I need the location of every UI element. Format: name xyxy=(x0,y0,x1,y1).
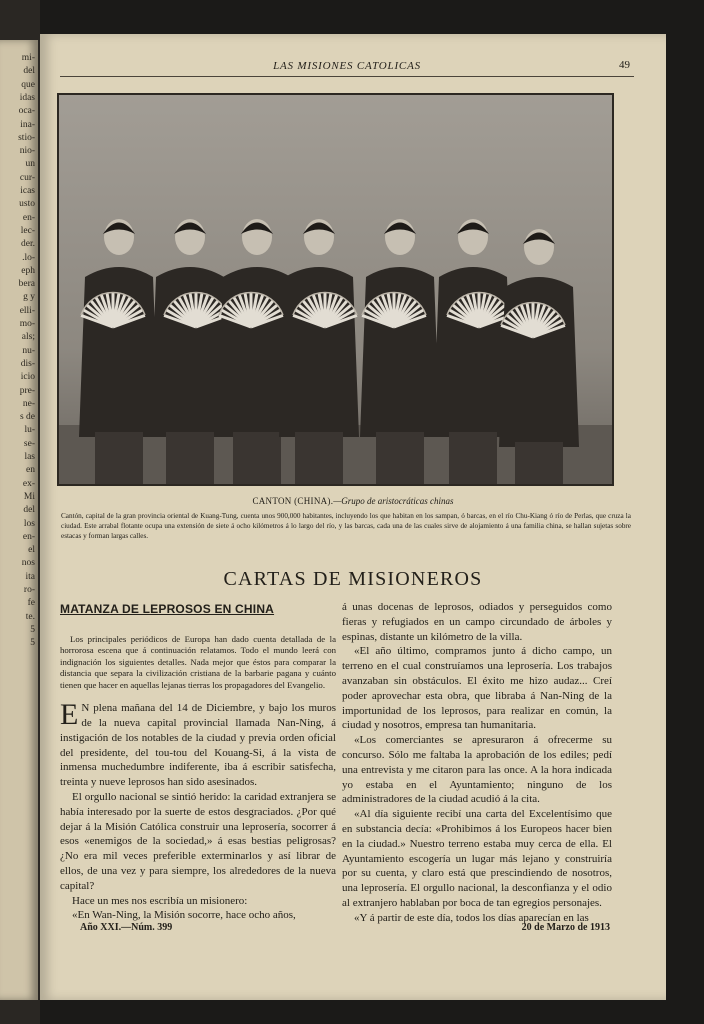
left-page-fragment: 5 xyxy=(30,624,35,635)
left-page-fragment: mi- xyxy=(21,53,35,63)
left-page-fragment: nu- xyxy=(22,345,35,356)
footer-issue: Año XXI.—Núm. 399 xyxy=(80,922,173,933)
right-column xyxy=(342,600,612,926)
left-page-fragment: icio xyxy=(20,372,35,383)
left-page-fragment: icas xyxy=(20,186,35,196)
left-page-fragment: g y xyxy=(23,292,35,303)
left-page-fragment: elli- xyxy=(19,305,35,316)
caption-place: CANTON (CHINA). xyxy=(252,496,334,506)
left-page-fragment: ita xyxy=(25,571,35,582)
section-title: CARTAS DE MISIONEROS xyxy=(223,568,483,590)
left-page-fragment: del xyxy=(23,505,35,516)
adjacent-page-edge xyxy=(0,40,38,1000)
left-page-fragment: se- xyxy=(23,438,35,449)
running-header xyxy=(60,60,634,77)
left-page-fragment: ina- xyxy=(20,119,35,130)
article-intro: Los principales periódicos de Europa han dado cuenta detallada de la horrorosa escena que á continuación relatamos. Todo el mundo leerá con indignación los siguientes detalles. Nada mejor que éstos para comparar la distancia que separa la civilización cristiana de la barbarie pagana y cuánto tienen que hacer en aquellas lejanas tierras los propagadores del Evangelio. xyxy=(60,633,336,690)
paragraph-1 xyxy=(60,698,336,790)
paragraph-9: «Y á partir de este día, todos los días aparecían en las xyxy=(354,911,589,924)
figure-legs xyxy=(233,432,281,484)
paragraph-7: «Los comerciantes se apresuraron á ofrecerme su concurso. Sólo me faltaba la aprobación de los ediles; pedí una entrevista y me citaron para las once. A la hora indicada yo estaba en el Ayuntamiento; ninguno de los administradores de la ciudad acudió á la cita. xyxy=(342,734,612,806)
group-portrait-image xyxy=(59,95,612,484)
left-page-fragment: stio- xyxy=(18,132,35,143)
left-page-fragment: del xyxy=(23,66,35,77)
left-page-fragment: 5 xyxy=(30,638,35,649)
left-page-fragment: dis- xyxy=(20,358,35,369)
figure-legs xyxy=(449,432,497,484)
left-page-fragment: lec- xyxy=(20,225,35,236)
left-page-fragment: als; xyxy=(21,332,35,343)
left-page-fragment: eph xyxy=(21,265,35,276)
figure-caption-title xyxy=(40,496,666,506)
figure-caption-body: Cantón, capital de la gran provincia oriental de Kuang-Tung, cuenta unos 900,000 habitantes, incluyendo los que habitan en los sampan, ó barcas, en el río Chu-Kiang ó río de Perlas, que cruza la ciudad. Este arrabal flotante ocupa una extensión de siete á ocho kilómetros á lo largo del río, y las barcas, cada una de las cuales sirve de alojamiento á una familia china, se hallan sujetas sobre estacas y forman largas calles. xyxy=(61,512,631,540)
figure-legs xyxy=(295,432,343,484)
left-page-fragment: usto xyxy=(19,199,35,210)
left-page-fragment: ro- xyxy=(23,585,35,595)
left-page-fragment: ne- xyxy=(22,398,35,409)
paragraph-6: «El año último, compramos junto á dicho campo, un terreno en el cual construíamos una leprosería. Los trabajos avanzaban sin obstáculos. El éxito me hizo audaz... Creí poder aprovechar esta obra, que libraba á Nan-Ning de la importunidad de los leprosos, para realizar en común, la ciudad y nosotros, empresa tan humanitaria. xyxy=(342,645,612,732)
left-page-fragment: pre- xyxy=(19,385,35,396)
page xyxy=(40,34,666,1000)
left-page-fragment: ex- xyxy=(22,478,35,489)
photograph xyxy=(57,93,614,486)
paragraph-5: á unas docenas de leprosos, odiados y perseguidos como fieras y refugiados en un campo circundado de árboles y espinas, distante un kilómetro de la villa. xyxy=(342,601,612,643)
figure-legs xyxy=(95,432,143,484)
left-page-fragment: idas xyxy=(19,92,35,103)
left-page-fragment: mo- xyxy=(19,319,35,329)
left-column xyxy=(60,600,336,923)
left-page-fragment: fe xyxy=(27,598,35,609)
paragraph-2: El orgullo nacional se sintió herido: la caridad extranjera se había interesado por la suerte de estos desgraciados. ¿Por qué dejar á la Misión Católica construir una leprosería, socorrer á esos «enemigos de la sociedad,» á esas bestias peligrosas? ¿No era mil veces preferible exterminarlos y así librar de ellos, de una vez y para siempre, los alrededores de la nueva capital? xyxy=(60,791,336,892)
caption-description: —Grupo de aristocráticas chinas xyxy=(333,496,454,506)
running-title: LAS MISIONES CATOLICAS xyxy=(273,60,421,72)
left-page-fragment: oca- xyxy=(18,106,35,117)
figure-legs xyxy=(376,432,424,484)
footer-date: 20 de Marzo de 1913 xyxy=(521,922,610,933)
left-page-fragment: .lo- xyxy=(22,252,35,263)
left-page-fragment: en xyxy=(26,465,35,476)
left-page-fragment: en- xyxy=(22,531,35,542)
left-page-fragment: en- xyxy=(22,212,35,223)
left-page-fragment: un xyxy=(25,159,35,170)
article-title: MATANZA DE LEPROSOS EN CHINA xyxy=(60,602,275,616)
left-page-fragment: Mi xyxy=(23,491,35,502)
figure-legs xyxy=(515,442,563,484)
left-page-fragment: que xyxy=(21,79,35,90)
left-page-fragment: lu- xyxy=(24,425,35,436)
left-page-fragment: te. xyxy=(25,611,35,622)
paragraph-8: «Al día siguiente recibí una carta del Excelentísimo que en substancia decía: «Prohibimos á los Europeos hacer bien en la ciudad.» Nuestro terreno estaba muy cerca de ella. El Ayuntamiento escogería un lugar más lejano y construiría por su cuenta, y claro está que prescindiendo de nosotros, una leprosería. El orgullo nacional, la desconfianza y el odio al extranjero hablaban por boca de tan egregios personajes. xyxy=(342,808,612,909)
left-page-fragment: nio- xyxy=(19,146,35,157)
left-page-fragment: las xyxy=(24,452,35,462)
paragraph-3: Hace un mes nos escribía un misionero: xyxy=(72,894,248,907)
left-page-fragment: bera xyxy=(18,279,35,290)
drop-cap: E xyxy=(60,698,79,732)
left-page-fragment: s de xyxy=(19,412,35,423)
paragraph-4: «En Wan-Ning, la Misión socorre, hace ocho años, xyxy=(72,909,296,922)
left-page-fragment: der. xyxy=(21,239,35,250)
left-page-fragment: los xyxy=(23,518,35,529)
figure-legs xyxy=(166,432,214,484)
left-page-fragment: nos xyxy=(21,558,35,569)
page-number: 49 xyxy=(619,59,630,71)
left-page-fragment: cur- xyxy=(19,172,35,183)
left-page-fragment: el xyxy=(28,545,35,556)
paragraph-1-text: N plena mañana del 14 de Diciembre, y bajo los muros de la nueva capital provincial llamada Nan-Ning, á instigación de los notables de la ciudad y previa orden oficial del presidente, del tou-tou del Kouang-Si, á la vista de inmensa muchedumbre indiferente, iba á escribir satisfecha, treinta y nueve leprosos han sido asesinados. xyxy=(60,702,336,789)
